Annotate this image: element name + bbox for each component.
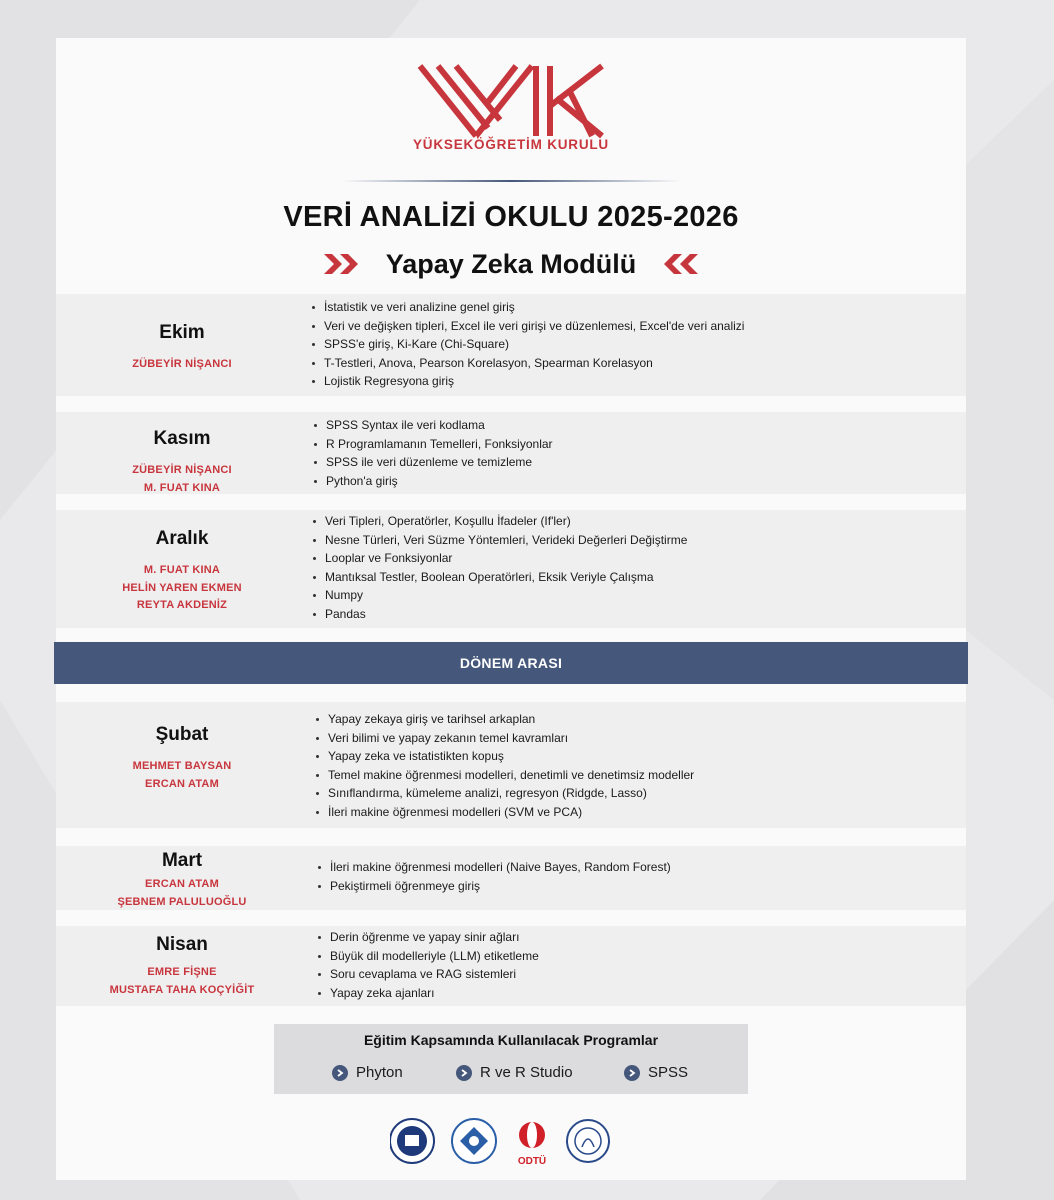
list-item: Pekiştirmeli öğrenmeye giriş	[318, 877, 671, 896]
program-label: R ve R Studio	[480, 1064, 573, 1081]
list-item: SPSS Syntax ile veri kodlama	[314, 416, 553, 435]
program-label: SPSS	[648, 1064, 689, 1081]
month-name: Ekim	[159, 322, 205, 343]
list-item: SPSS ile veri düzenleme ve temizleme	[314, 453, 553, 472]
month-name: Aralık	[155, 528, 209, 549]
topic-list	[314, 416, 553, 490]
subtitle: Yapay Zeka Modülü	[385, 248, 637, 279]
page-title: VERİ ANALİZİ OKULU 2025-2026	[283, 201, 739, 233]
list-item: Lojistik Regresyona giriş	[312, 372, 744, 391]
month-aralik	[56, 510, 966, 628]
teacher-name: M. FUAT KINA	[143, 481, 221, 494]
month-mart	[56, 846, 966, 910]
chevron-circle-icon	[624, 1065, 640, 1081]
logo-text: YÜKSEKÖĞRETİM KURULU	[412, 137, 609, 152]
program-label: Phyton	[356, 1064, 403, 1081]
month-name: Mart	[161, 850, 203, 871]
teacher-name: EMRE FİŞNE	[147, 966, 217, 978]
topic-list	[316, 710, 694, 822]
program-item	[624, 1064, 688, 1081]
teacher-name: M. FUAT KINA	[143, 564, 221, 576]
odtu-label: ODTÜ	[517, 1156, 547, 1167]
month-ekim	[56, 294, 966, 396]
break-band: DÖNEM ARASI	[54, 642, 968, 684]
list-item: Sınıflandırma, kümeleme analizi, regresyon (Ridgde, Lasso)	[316, 784, 694, 803]
list-item: Soru cevaplama ve RAG sistemleri	[318, 965, 539, 984]
program-item	[332, 1064, 403, 1081]
month-name: Kasım	[153, 428, 211, 449]
list-item: Yapay zekaya giriş ve tarihsel arkaplan	[316, 710, 694, 729]
list-item: Veri ve değişken tipleri, Excel ile veri girişi ve düzenlemesi, Excel'de veri analizi	[312, 317, 744, 336]
list-item: Python'a giriş	[314, 472, 553, 491]
chevron-circle-icon	[332, 1065, 348, 1081]
yok-logo-icon	[416, 62, 606, 182]
divider	[341, 178, 681, 184]
programs-box	[274, 1024, 748, 1094]
month-subat	[56, 702, 966, 828]
list-item: SPSS'e giriş, Ki-Kare (Chi-Square)	[312, 335, 744, 354]
teacher-name: HELİN YAREN EKMEN	[122, 581, 242, 594]
chevron-left-icon	[658, 251, 700, 277]
list-item: Nesne Türleri, Veri Süzme Yöntemleri, Verideki Değerleri Değiştirme	[313, 531, 687, 550]
month-name: Şubat	[155, 724, 209, 745]
chevron-right-icon	[322, 251, 364, 277]
topic-list	[312, 298, 744, 391]
teacher-name: REYTA AKDENİZ	[136, 599, 228, 611]
list-item: İleri makine öğrenmesi modelleri (SVM ve PCA)	[316, 803, 694, 822]
teacher-name: ZÜBEYİR NİŞANCI	[132, 464, 232, 476]
teacher-name: ŞEBNEM PALULUOĞLU	[117, 895, 247, 908]
list-item: Veri Tipleri, Operatörler, Koşullu İfadeler (If'ler)	[313, 512, 687, 531]
teacher-name: MUSTAFA TAHA KOÇYİĞİT	[109, 983, 255, 996]
topic-list	[318, 928, 539, 1002]
month-name: Nisan	[156, 934, 208, 955]
list-item: Looplar ve Fonksiyonlar	[313, 549, 687, 568]
ytu-seal-icon	[567, 1120, 609, 1162]
teacher-name: MEHMET BAYSAN	[132, 760, 232, 772]
list-item: Derin öğrenme ve yapay sinir ağları	[318, 928, 539, 947]
odtu-logo-icon	[518, 1122, 546, 1167]
list-item: Pandas	[313, 605, 687, 624]
university-seals	[390, 1114, 610, 1168]
list-item: Numpy	[313, 586, 687, 605]
list-item: Yapay zeka ve istatistikten kopuş	[316, 747, 694, 766]
list-item: Veri bilimi ve yapay zekanın temel kavramları	[316, 729, 694, 748]
teacher-name: ERCAN ATAM	[145, 878, 219, 890]
list-item: Temel makine öğrenmesi modelleri, denetimli ve denetimsiz modeller	[316, 766, 694, 785]
list-item: Mantıksal Testler, Boolean Operatörleri, Eksik Veriyle Çalışma	[313, 568, 687, 587]
chevron-circle-icon	[456, 1065, 472, 1081]
marmara-seal-icon	[390, 1119, 434, 1163]
list-item: Büyük dil modelleriyle (LLM) etiketleme	[318, 947, 539, 966]
list-item: İleri makine öğrenmesi modelleri (Naive Bayes, Random Forest)	[318, 858, 671, 877]
topic-list	[313, 512, 687, 624]
teacher-name: ERCAN ATAM	[145, 777, 219, 790]
poster	[56, 38, 966, 1180]
program-item	[456, 1064, 573, 1081]
list-item: T-Testleri, Anova, Pearson Korelasyon, Spearman Korelasyon	[312, 354, 744, 373]
subtitle-row	[56, 244, 966, 284]
teacher-name: ZÜBEYİR NİŞANCI	[132, 358, 232, 370]
programs-title: Eğitim Kapsamında Kullanılacak Programlar	[363, 1032, 659, 1048]
list-item: Yapay zeka ajanları	[318, 984, 539, 1003]
list-item: R Programlamanın Temelleri, Fonksiyonlar	[314, 435, 553, 454]
topic-list	[318, 858, 671, 895]
month-kasim	[56, 412, 966, 494]
list-item: İstatistik ve veri analizine genel giriş	[312, 298, 744, 317]
bogazici-seal-icon	[452, 1119, 496, 1163]
month-nisan	[56, 926, 966, 1006]
